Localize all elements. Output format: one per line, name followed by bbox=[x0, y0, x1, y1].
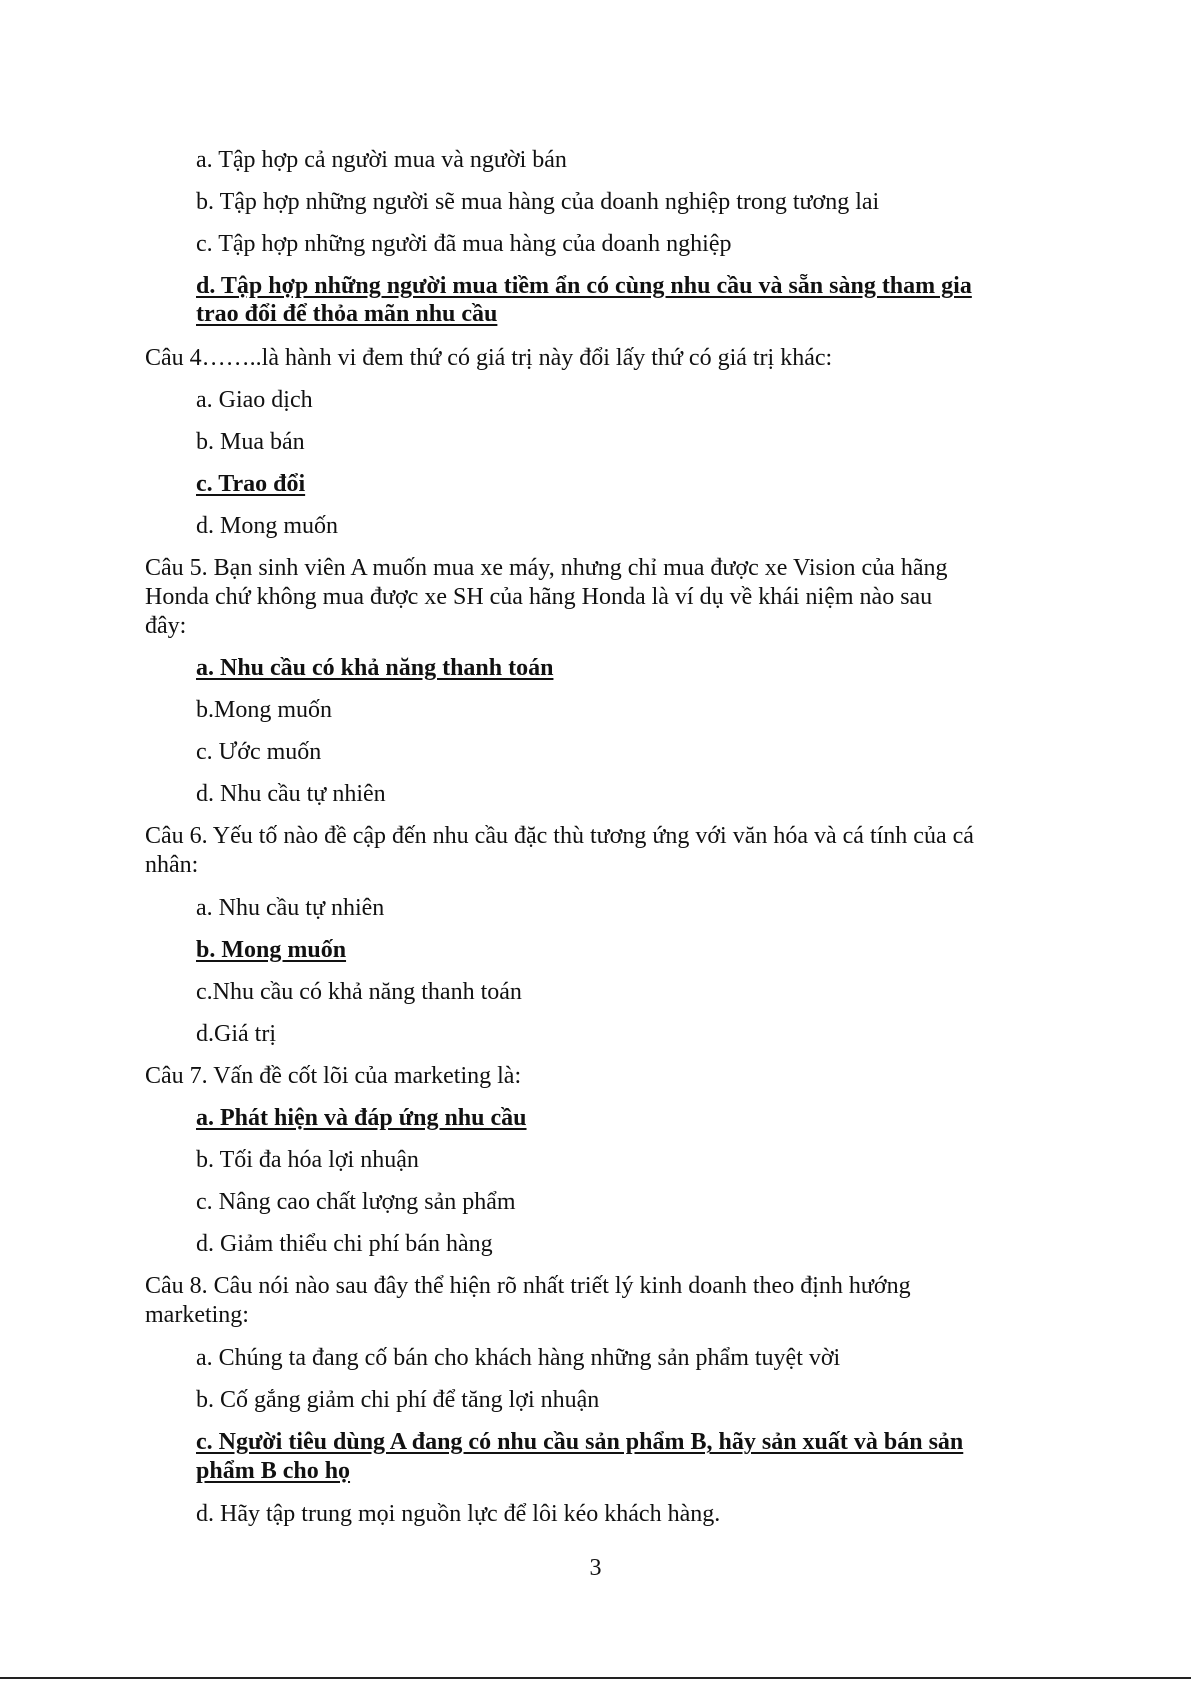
page-number: 3 bbox=[589, 1555, 602, 1581]
q4-option-b: b. Mua bán bbox=[196, 429, 305, 455]
q6-option-b-correct: b. Mong muốn bbox=[196, 937, 347, 963]
q4-option-d: d. Mong muốn bbox=[196, 513, 339, 539]
q6-question-line2: nhân: bbox=[145, 852, 199, 878]
q8-question-line2: marketing: bbox=[145, 1302, 249, 1328]
q5-question-line1: Câu 5. Bạn sinh viên A muốn mua xe máy, nhưng chỉ mua được xe Vision của hãng bbox=[145, 555, 948, 581]
q3-option-d-correct-line1: d. Tập hợp những người mua tiềm ẩn có cùng nhu cầu và sẵn sàng tham gia bbox=[196, 273, 972, 299]
q5-option-d: d. Nhu cầu tự nhiên bbox=[196, 781, 386, 807]
bottom-divider bbox=[0, 1677, 1191, 1679]
q3-option-a: a. Tập hợp cả người mua và người bán bbox=[196, 147, 567, 173]
q3-option-c: c. Tập hợp những người đã mua hàng của doanh nghiệp bbox=[196, 231, 732, 257]
q5-option-a-correct: a. Nhu cầu có khả năng thanh toán bbox=[196, 655, 554, 681]
q8-option-d: d. Hãy tập trung mọi nguồn lực để lôi kéo khách hàng. bbox=[196, 1501, 721, 1527]
q4-option-a: a. Giao dịch bbox=[196, 387, 313, 413]
q6-option-d: d.Giá trị bbox=[196, 1021, 276, 1047]
q5-question-line2: Honda chứ không mua được xe SH của hãng Honda là ví dụ về khái niệm nào sau bbox=[145, 584, 933, 610]
q8-question-line1: Câu 8. Câu nói nào sau đây thể hiện rõ nhất triết lý kinh doanh theo định hướng bbox=[145, 1273, 911, 1299]
q6-question-line1: Câu 6. Yếu tố nào đề cập đến nhu cầu đặc thù tương ứng với văn hóa và cá tính của cá bbox=[145, 823, 974, 849]
q7-question: Câu 7. Vấn đề cốt lõi của marketing là: bbox=[145, 1063, 522, 1089]
q6-option-c: c.Nhu cầu có khả năng thanh toán bbox=[196, 979, 522, 1005]
q8-option-c-correct-line2: phẩm B cho họ bbox=[196, 1458, 351, 1484]
q7-option-c: c. Nâng cao chất lượng sản phẩm bbox=[196, 1189, 516, 1215]
q7-option-b: b. Tối đa hóa lợi nhuận bbox=[196, 1147, 419, 1173]
q5-option-b: b.Mong muốn bbox=[196, 697, 333, 723]
q7-option-a-correct: a. Phát hiện và đáp ứng nhu cầu bbox=[196, 1105, 527, 1131]
q3-option-b: b. Tập hợp những người sẽ mua hàng của doanh nghiệp trong tương lai bbox=[196, 189, 880, 215]
q3-option-d-correct-line2: trao đổi để thỏa mãn nhu cầu bbox=[196, 301, 498, 327]
q4-question: Câu 4……..là hành vi đem thứ có giá trị này đổi lấy thứ có giá trị khác: bbox=[145, 345, 833, 371]
q8-option-b: b. Cố gắng giảm chi phí để tăng lợi nhuận bbox=[196, 1387, 600, 1413]
q7-option-d: d. Giảm thiểu chi phí bán hàng bbox=[196, 1231, 493, 1257]
q8-option-a: a. Chúng ta đang cố bán cho khách hàng những sản phẩm tuyệt vời bbox=[196, 1345, 841, 1371]
q4-option-c-correct: c. Trao đổi bbox=[196, 471, 306, 497]
q6-option-a: a. Nhu cầu tự nhiên bbox=[196, 895, 385, 921]
q5-question-line3: đây: bbox=[145, 613, 187, 639]
q8-option-c-correct-line1: c. Người tiêu dùng A đang có nhu cầu sản phẩm B, hãy sản xuất và bán sản bbox=[196, 1429, 964, 1455]
q5-option-c: c. Ước muốn bbox=[196, 739, 322, 765]
